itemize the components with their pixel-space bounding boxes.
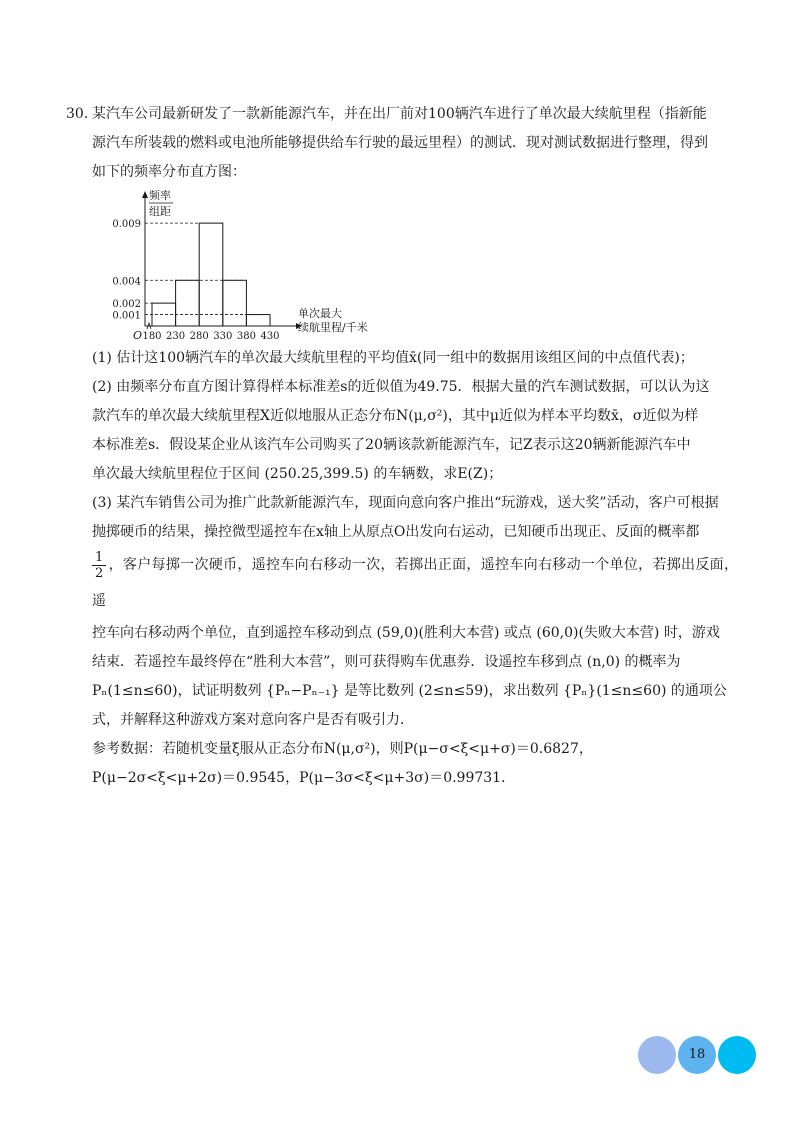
question-line-2: 源汽车所装载的燃料或电池所能够提供给车行驶的最远里程）的测试．现对测试数据进行整理，得到 xyxy=(92,135,708,151)
y-axis-label-bottom: 组距 xyxy=(149,205,171,218)
part-3-line-3: $\frac{1}{2}$ ，客户每掷一次硬币，遥控车向右移动一次，若掷出正面，遥控车向右移动一个单位，若掷出反面，遥 xyxy=(92,549,738,609)
histogram-svg xyxy=(100,186,400,342)
x-tick-label-3: 280 xyxy=(189,331,209,342)
page-number-badge xyxy=(638,1036,762,1074)
frequency-histogram xyxy=(100,186,400,342)
page-number: 18 xyxy=(688,1047,706,1062)
part-3-line-2: 抛掷硬币的结果，操控微型遥控车在x轴上从原点O出发向右运动，已知硬币出现正、反面的概率都 xyxy=(92,524,700,540)
x-tick-label-6: 430 xyxy=(260,331,280,342)
histogram-bar-4 xyxy=(223,280,247,326)
y-axis-label-top: 频率 xyxy=(149,189,171,202)
badge-circle-right xyxy=(718,1036,756,1074)
origin-label: O xyxy=(133,329,143,342)
fraction-one-half: $\frac{1}{2}$ xyxy=(92,550,106,581)
question-line-3: 如下的频率分布直方图： xyxy=(92,164,246,180)
part-3-line-5: 结束．若遥控车最终停在“胜利大本营”，则可获得购车优惠券．设遥控车移到点 (n,0) 的概率为 xyxy=(92,654,681,670)
part-3-line-1: (3) 某汽车销售公司为推广此款新能源汽车，现面向意向客户推出“玩游戏，送大奖”活动，客户可根据 xyxy=(92,495,719,511)
badge-circle-left xyxy=(638,1036,676,1074)
x-tick-label-1: 180 xyxy=(142,331,162,342)
x-axis-label-line-2: 续航里程/千米 xyxy=(298,321,368,334)
reference-line-1: 参考数据：若随机变量ξ服从正态分布N(μ,σ²)，则P(μ−σ<ξ<μ+σ)＝0.6827， xyxy=(92,741,593,757)
y-tick-label-2: 0.004 xyxy=(112,276,141,288)
question-stem xyxy=(66,100,738,187)
histogram-bar-3 xyxy=(199,223,223,326)
part-1: (1) 估计这100辆汽车的单次最大续航里程的平均值x̄(同一组中的数据用该组区间的中点值代表)； xyxy=(92,350,694,366)
histogram-bar-5 xyxy=(246,315,270,326)
part-2-line-1: (2) 由频率分布直方图计算得样本标准差s的近似值为49.75．根据大量的汽车测试数据，可以认为这 xyxy=(92,379,710,395)
question-number: 30. xyxy=(66,106,89,122)
part-2-line-4: 单次最大续航里程位于区间 (250.25,399.5) 的车辆数，求E(Z)； xyxy=(92,466,503,482)
part-3-line-7: 式，并解释这种游戏方案对意向客户是否有吸引力． xyxy=(92,712,414,728)
part-2-line-2: 款汽车的单次最大续航里程X近似地服从正态分布N(μ,σ²)，其中μ近似为样本平均数x̄，σ近似为样 xyxy=(92,408,699,424)
y-tick-label-4: 0.001 xyxy=(112,310,141,322)
y-tick-label-3: 0.002 xyxy=(112,299,141,311)
x-tick-label-4: 330 xyxy=(213,331,233,342)
question-parts xyxy=(92,344,738,793)
question-line-1: 30. 某汽车公司最新研发了一款新能源汽车，并在出厂前对100辆汽车进行了单次最大续航里程（指新能 xyxy=(66,100,738,129)
part-3-line-4: 控车向右移动两个单位，直到遥控车移动到点 (59,0)(胜利大本营) 或点 (60,0)(失败大本营) 时，游戏 xyxy=(92,625,720,641)
histogram-bar-2 xyxy=(176,280,200,326)
part-3-line-6: Pₙ(1≤n≤60)，试证明数列 {Pₙ−Pₙ₋₁} 是等比数列 (2≤n≤59)，求出数列 {Pₙ}(1≤n≤60) 的通项公 xyxy=(92,683,727,699)
x-axis-label-line-1: 单次最大 xyxy=(298,307,342,320)
x-tick-label-2: 230 xyxy=(166,331,186,342)
reference-line-2: P(μ−2σ<ξ<μ+2σ)＝0.9545，P(μ−3σ<ξ<μ+3σ)＝0.99731． xyxy=(92,770,516,786)
x-tick-label-5: 380 xyxy=(236,331,256,342)
part-2-line-3: 本标准差s．假设某企业从该汽车公司购买了20辆该款新能源汽车，记Z表示这20辆新能源汽车中 xyxy=(92,437,691,453)
y-axis-arrow xyxy=(142,191,148,198)
y-tick-label-1: 0.009 xyxy=(112,219,141,231)
